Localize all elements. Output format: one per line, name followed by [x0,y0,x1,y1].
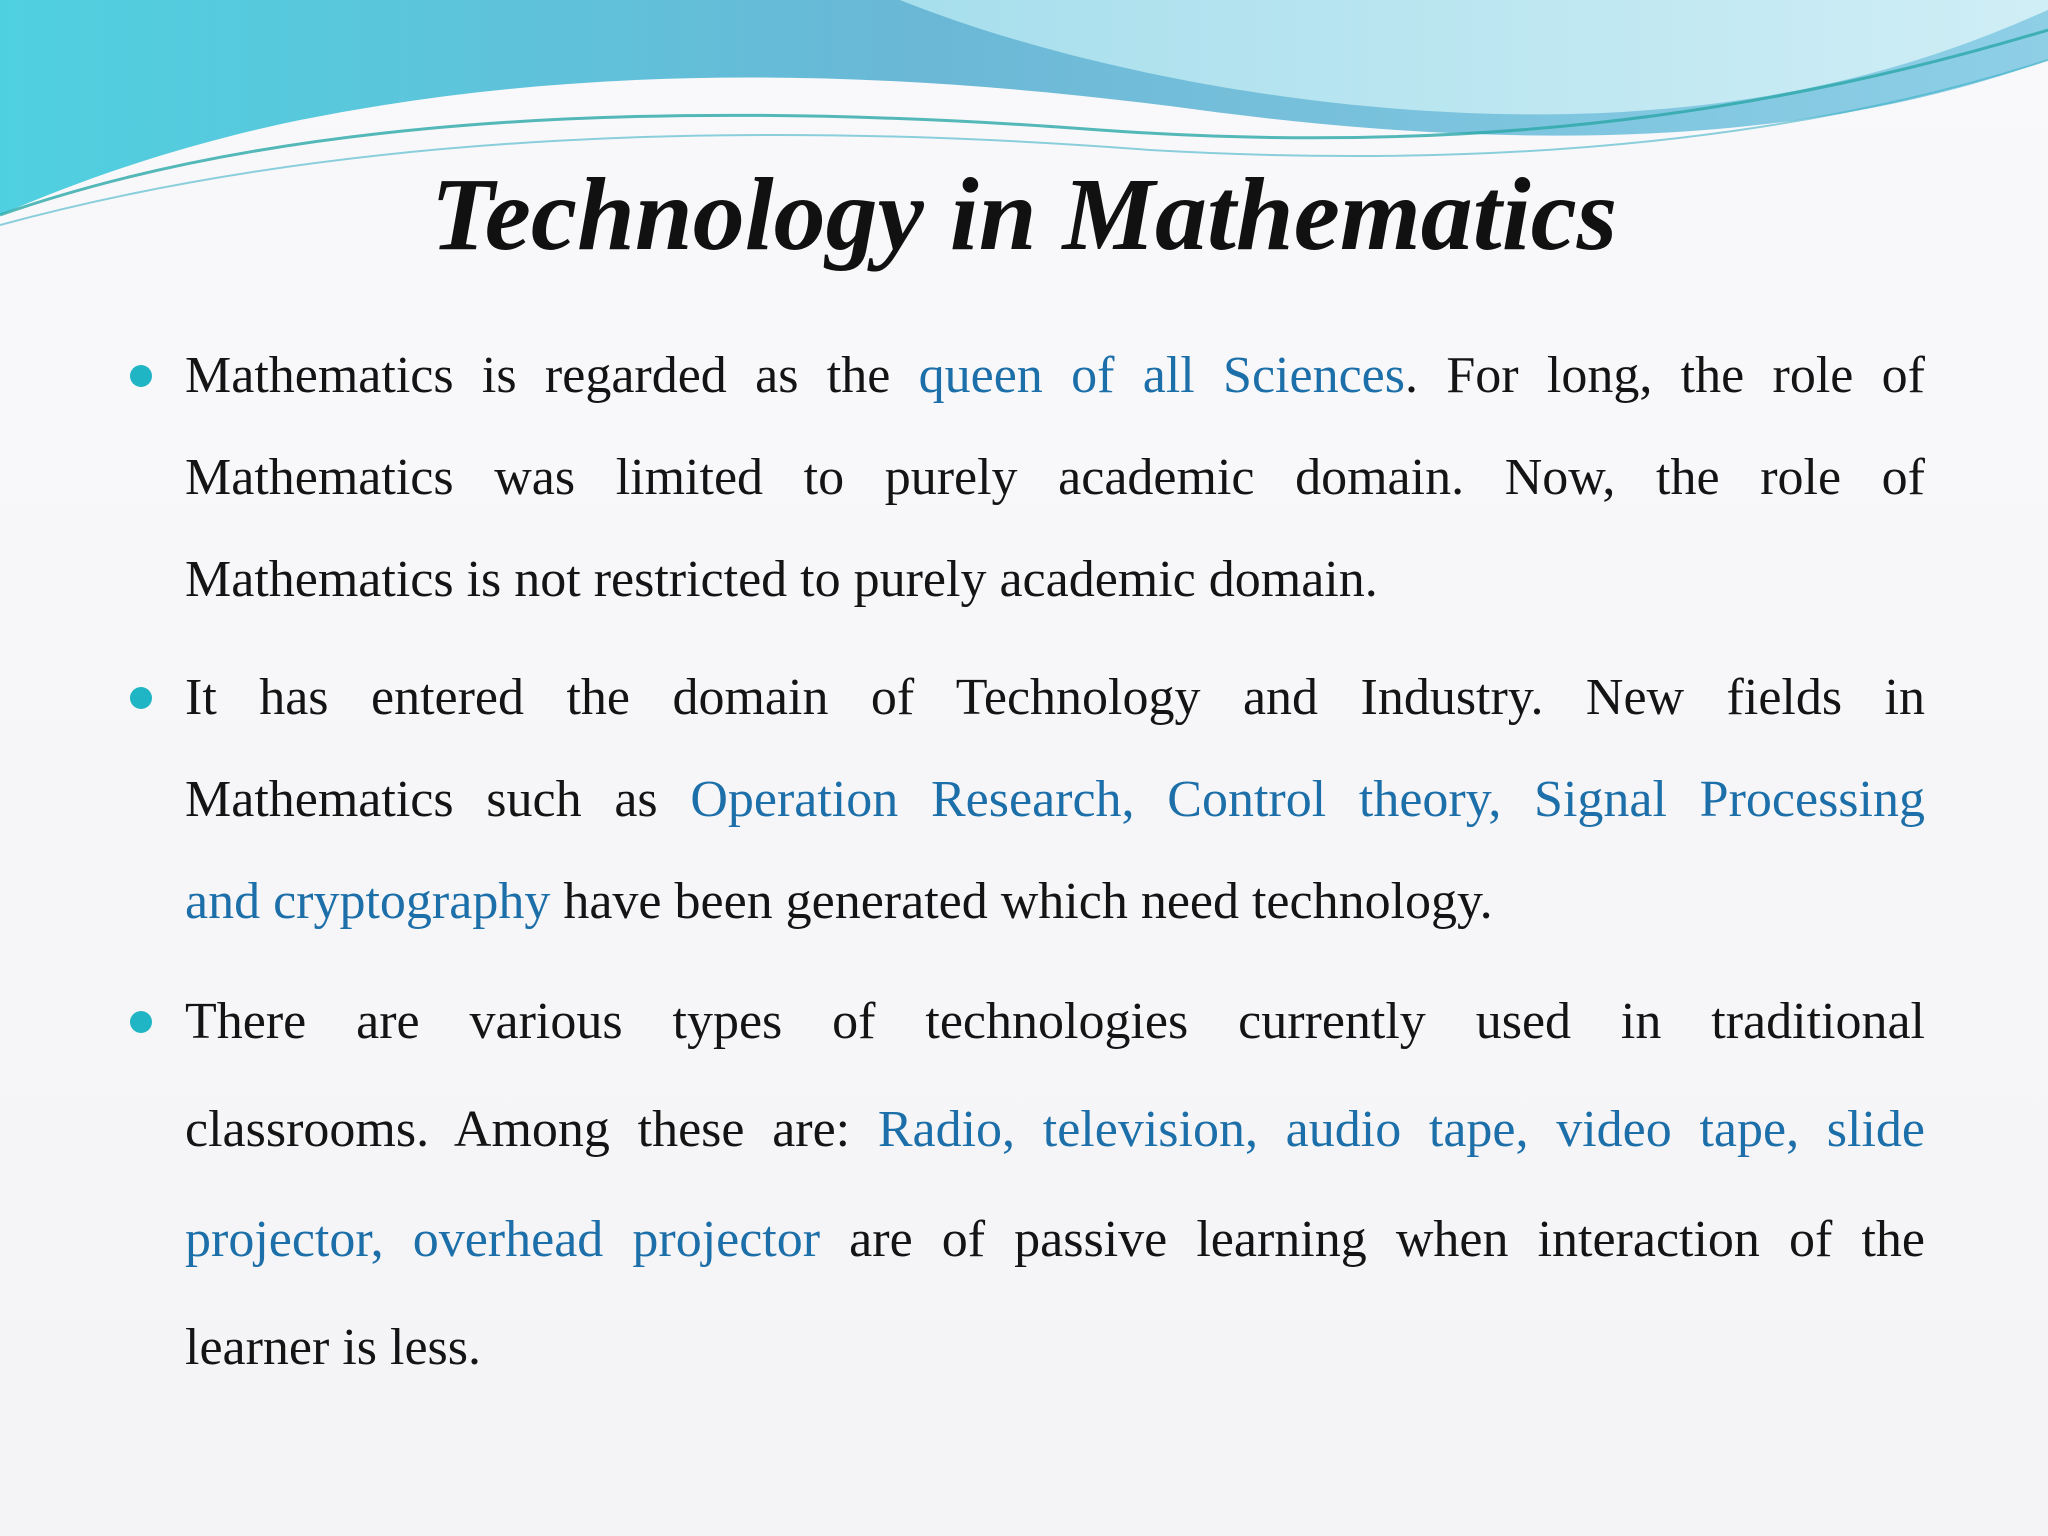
bullet-text-line [185,448,1925,508]
body-text: Mathematics was limited to purely academic domain. Now, the role of [185,449,1925,506]
body-text: Mathematics such as [185,771,691,828]
body-text: classrooms. Among these are: [185,1101,878,1158]
bullet-text-line [185,668,1925,728]
body-text: It has entered the domain of Technology and Industry. New fields in [185,669,1925,726]
slide-title: Technology in Mathematics [430,157,1618,272]
bullet-text-line [185,1318,1925,1378]
body-text: Mathematics is regarded as the [185,347,919,404]
bullet-dot-icon [130,365,152,387]
bullet-text-line [185,1100,1925,1160]
highlighted-text: projector, overhead projector [185,1211,821,1268]
body-text: There are various types of technologies currently used in traditional [185,993,1925,1050]
bullet-text-line [185,992,1925,1052]
bullet-dot-icon [130,687,152,709]
body-text: Mathematics is not restricted to purely academic domain. [185,551,1378,608]
bullet-text-line [185,550,1925,610]
bullet-text-line [185,1210,1925,1270]
highlighted-text: queen of all Sciences [918,347,1405,404]
body-text: . For long, the role of [1404,347,1925,404]
body-text: have been generated which need technology. [550,873,1493,930]
bullet-text-line [185,346,1925,406]
body-text: learner is less. [185,1319,482,1376]
bullet-text-line [185,872,1925,932]
bullet-dot-icon [130,1011,152,1033]
highlighted-text: Radio, television, audio tape, video tape, slide [877,1101,1925,1158]
body-text: are of passive learning when interaction of the [820,1211,1925,1268]
bullet-text-line [185,770,1925,830]
highlighted-text: and cryptography [185,873,551,930]
highlighted-text: Operation Research, Control theory, Signal Processing [690,771,1925,828]
